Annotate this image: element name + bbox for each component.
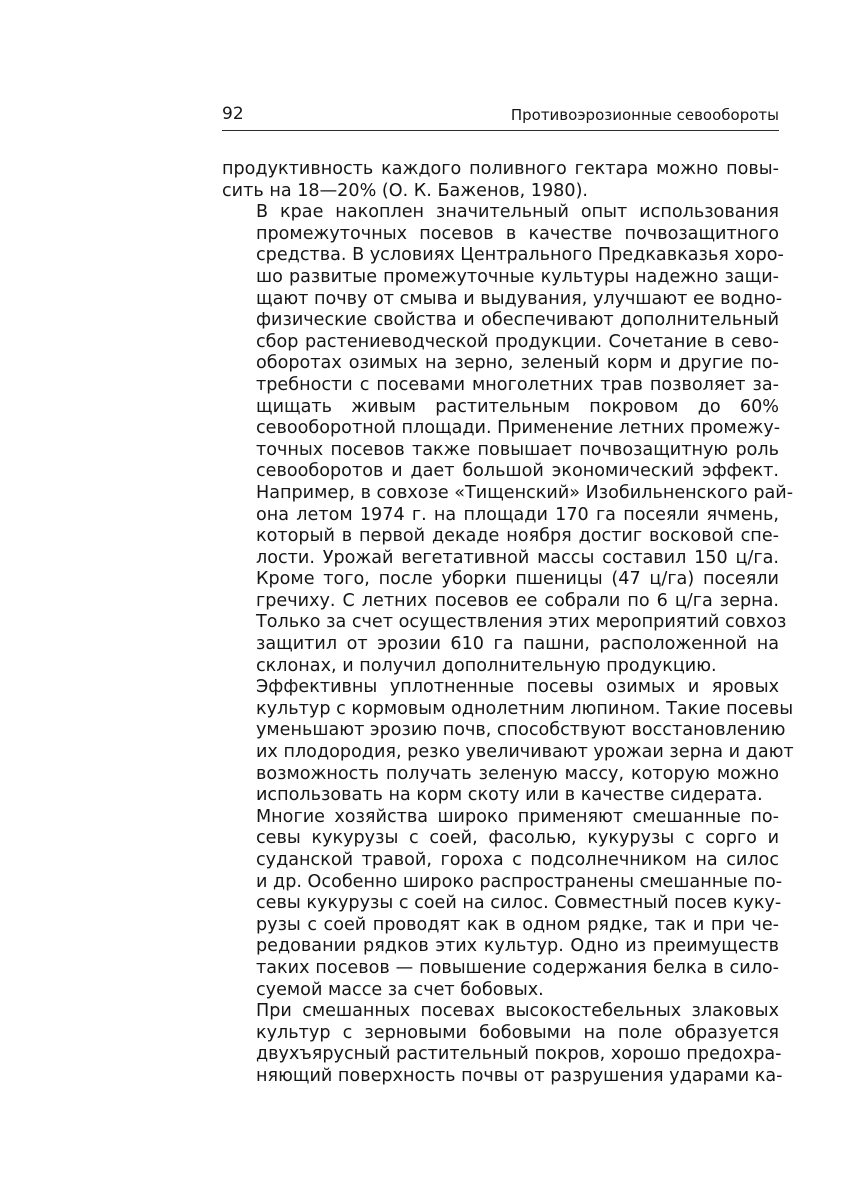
body-text	[222, 159, 794, 1088]
text-line: уменьшают эрозию почв, способствуют восстановлению	[256, 720, 786, 741]
text-line: суемой массе за счет бобовых.	[256, 979, 544, 1000]
text-line: сить на 18—20% (О. К. Баженов, 1980).	[222, 180, 589, 201]
text-line: щищать живым растительным покровом до 60%	[256, 396, 779, 417]
text-line: оборотах озимых на зерно, зеленый корм и другие по-	[256, 353, 779, 374]
text-line: суданской травой, гороха с подсолнечником на силос	[256, 850, 779, 870]
running-title: Противоэрозионные севообороты	[510, 106, 779, 124]
text-line: культур с зерновыми бобовыми на поле образуется	[256, 1022, 779, 1043]
text-line: их плодородия, резко увеличивают урожаи зерна и дают	[256, 742, 794, 763]
text-line: возможность получать зеленую массу, которую можно	[256, 763, 779, 784]
text-line: сбор растениеводческой продукции. Сочетание в сево-	[256, 331, 779, 352]
text-line: няющий поверхность почвы от разрушения ударами ка-	[256, 1065, 783, 1086]
text-line: лости. Урожай вегетативной массы составил 150 ц/га.	[256, 547, 779, 568]
text-line: таких посевов — повышение содержания белка в сило-	[256, 957, 779, 978]
page-number: 92	[222, 104, 244, 124]
paragraph-3	[222, 677, 794, 807]
text-line: севы кукурузы с соей, фасолью, кукурузы с сорго и	[256, 828, 779, 849]
text-line: В крае накоплен значительный опыт использования	[256, 202, 779, 223]
text-line: средства. В условиях Центрального Предкавказья хоро-	[256, 245, 784, 266]
text-line: культур с кормовым однолетним люпином. Такие посевы	[256, 698, 794, 719]
text-line: склонах, и получил дополнительную продукцию.	[256, 655, 717, 676]
text-line: севооборотов и дает большой экономический эффект.	[256, 461, 779, 482]
text-line: рузы с соей проводят как в одном рядке, так и при че-	[256, 914, 779, 935]
text-line: использовать на корм скоту или в качестве сидерата.	[256, 785, 763, 806]
text-line: точных посевов также повышает почвозащитную роль	[256, 439, 779, 460]
text-line: севы кукурузы с соей на силос. Совместный посев куку-	[256, 893, 782, 914]
text-line: требности с посевами многолетних трав позволяет за-	[256, 374, 779, 395]
text-line: двухъярусный растительный покров, хорошо предохра-	[256, 1044, 782, 1065]
text-line: продуктивность каждого поливного гектара можно повы-	[222, 159, 779, 179]
page-header	[222, 100, 779, 131]
text-line: При смешанных посевах высокостебельных злаковых	[256, 1001, 779, 1022]
text-line: Кроме того, после уборки пшеницы (47 ц/га) посеяли	[256, 569, 779, 590]
text-line: Многие хозяйства широко применяют смешанные по-	[256, 806, 779, 827]
text-line: она летом 1974 г. на площади 170 га посеяли ячмень,	[256, 504, 779, 525]
text-line: который в первой декаде ноября достиг восковой спе-	[256, 526, 779, 547]
text-line: севооборотной площади. Применение летних промежу-	[256, 418, 781, 439]
text-line: физические свойства и обеспечивают дополнительный	[256, 310, 779, 331]
text-line: гречиху. С летних посевов ее собрали по 6 ц/га зерна.	[256, 590, 779, 611]
text-line: редовании рядков этих культур. Одно из преимуществ	[256, 936, 779, 957]
text-line: защитил от эрозии 610 га пашни, расположенной на	[256, 634, 779, 655]
text-line: промежуточных посевов в качестве почвозащитного	[256, 223, 779, 244]
text-line: и др. Особенно широко распространены смешанные по-	[256, 871, 783, 892]
text-line: Только за счет осуществления этих мероприятий совхоз	[256, 612, 787, 633]
text-line: Например, в совхозе «Тищенский» Изобильненского рай-	[256, 482, 794, 503]
text-line: шо развитые промежуточные культуры надежно защи-	[256, 266, 779, 287]
paragraph-2	[222, 202, 794, 677]
paragraph-4	[222, 806, 783, 1001]
paragraph-1	[222, 159, 779, 202]
text-line: щают почву от смыва и выдувания, улучшают ее водно-	[256, 288, 783, 309]
text-line: Эффективны уплотненные посевы озимых и яровых	[256, 677, 779, 698]
paragraph-5	[222, 1001, 783, 1087]
